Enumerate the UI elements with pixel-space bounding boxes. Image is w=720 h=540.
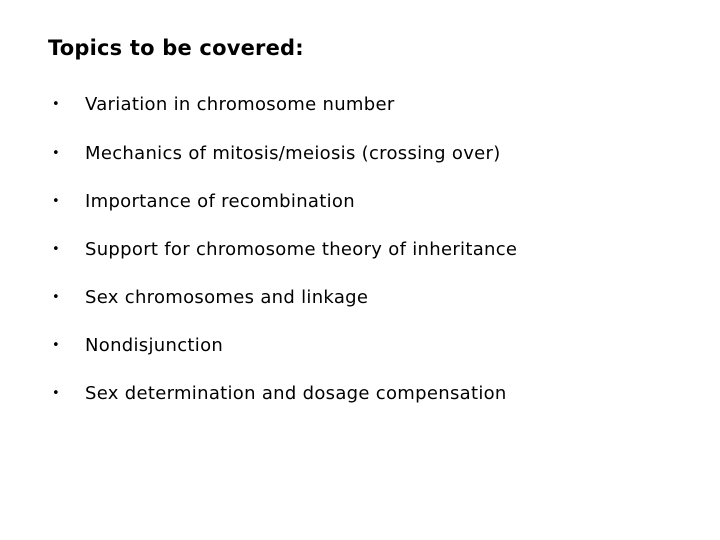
topic-text: Nondisjunction [85, 335, 224, 356]
bullet-icon: • [52, 194, 60, 209]
bullet-icon: • [52, 146, 60, 161]
bullet-icon: • [52, 97, 60, 112]
topic-text: Variation in chromosome number [85, 94, 395, 115]
bullet-icon: • [52, 338, 60, 353]
topic-text: Support for chromosome theory of inheritance [85, 239, 518, 260]
bullet-icon: • [52, 242, 60, 257]
topic-item [0, 91, 700, 119]
topic-text: Mechanics of mitosis/meiosis (crossing over) [85, 143, 501, 164]
topic-item [0, 284, 700, 312]
topic-item [0, 140, 700, 168]
topic-item [0, 188, 700, 216]
topic-item [0, 236, 700, 264]
slide-title: Topics to be covered: [48, 36, 304, 60]
topic-item [0, 380, 700, 408]
bullet-icon: • [52, 386, 60, 401]
topic-text: Sex chromosomes and linkage [85, 287, 369, 308]
bullet-icon: • [52, 290, 60, 305]
topic-item [0, 332, 700, 360]
topic-text: Importance of recombination [85, 191, 355, 212]
topic-text: Sex determination and dosage compensation [85, 383, 507, 404]
